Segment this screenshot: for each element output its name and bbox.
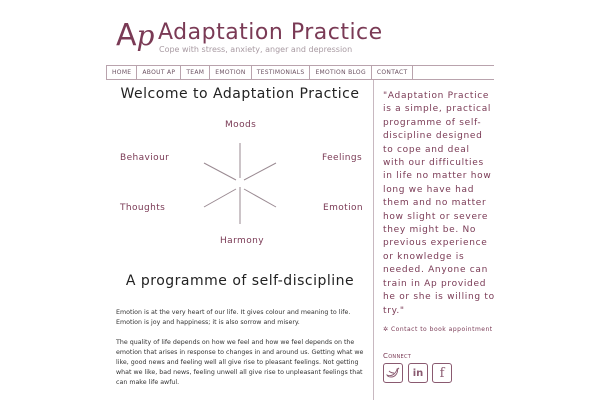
wheel-label-thoughts: Thoughts [120, 203, 166, 213]
nav-emotion[interactable]: EMOTION [210, 66, 251, 79]
wheel-label-emotion: Emotion [323, 203, 363, 213]
column-divider [373, 80, 374, 400]
nav-emotion-blog[interactable]: EMOTION BLOG [310, 66, 371, 79]
contact-link[interactable]: ✲ Contact to book appointment [383, 326, 493, 333]
twitter-button[interactable] [383, 363, 403, 383]
nav-home[interactable]: HOME [106, 66, 137, 79]
site-logo[interactable]: Ap [116, 18, 154, 53]
twitter-icon [386, 367, 400, 379]
wheel-label-moods: Moods [225, 120, 257, 130]
connect-heading: Connect [383, 352, 412, 360]
site-title[interactable]: Adaptation Practice [158, 20, 383, 45]
sidebar [383, 90, 495, 381]
intro-paragraph-2: The quality of life depends on how we feel and how we feel depends on the emotion that arises in response to changes in and around us. Getting what we like, good news and feeling well all give rise to pleasant feelings. Not getting what we like, bad news, feeling unwell all give rise to unpleasant feelings that can make life awful. [116, 339, 364, 386]
emotion-wheel-diagram [200, 140, 280, 230]
linkedin-icon: in [412, 367, 424, 379]
snowflake-icon: ✲ [383, 326, 389, 333]
nav-team[interactable]: TEAM [181, 66, 210, 79]
main-nav [106, 65, 494, 80]
intro-paragraph-1: Emotion is at the very heart of our life. It gives colour and meaning to life. Emotion is joy and happiness; it is also sorrow and misery. [116, 309, 351, 326]
linkedin-button[interactable] [408, 363, 428, 383]
wheel-label-behaviour: Behaviour [120, 153, 170, 163]
site-tagline: Cope with stress, anxiety, anger and depression [159, 45, 353, 54]
page-title: Welcome to Adaptation Practice [120, 86, 360, 102]
facebook-icon: f [439, 365, 445, 381]
facebook-button[interactable] [432, 363, 452, 383]
sidebar-quote: "Adaptation Practice is a simple, practical programme of self-discipline designed to cope and deal with our difficulties in life no matter how long we have had them and no matter how slight or severe they might be. No previous experience or knowledge is needed. Anyone can train in Ap provided he or she is willing to try." [383, 91, 495, 316]
wheel-label-harmony: Harmony [220, 236, 264, 246]
wheel-label-feelings: Feelings [322, 153, 363, 163]
nav-testimonials[interactable]: TESTIMONIALS [252, 66, 311, 79]
nav-about[interactable]: ABOUT AP [137, 66, 181, 79]
section-heading: A programme of self-discipline [125, 273, 355, 289]
nav-contact[interactable]: CONTACT [372, 66, 414, 79]
